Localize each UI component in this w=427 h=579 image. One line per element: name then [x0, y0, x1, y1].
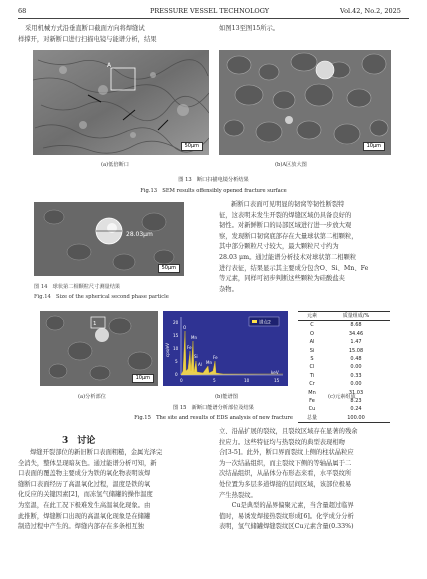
fig14-sem-image — [34, 202, 184, 276]
top-right-line: 如图13至图15所示。 — [219, 25, 280, 32]
paragraph-line: 值时，易诱发焊接热裂纹形成[6]。化学成分分析 — [219, 512, 354, 520]
table-row — [298, 355, 390, 363]
fig15a-scale-bar: 10μm — [132, 374, 154, 383]
peak-label: Fe — [213, 355, 218, 360]
table-cell-mass: 0.48 — [350, 355, 362, 362]
table-cell-mass: 8.23 — [350, 397, 362, 404]
table-cell-mass: 0.00 — [350, 364, 362, 371]
header-rule — [18, 18, 409, 19]
paragraph-line: 拉应力。这些特征均与热裂纹的典型表现相吻 — [219, 438, 345, 446]
table-cell-element: O — [310, 330, 314, 337]
table-row — [298, 347, 390, 355]
right-paragraph — [219, 200, 368, 295]
table-cell-mass: 1.47 — [350, 339, 362, 346]
fig13a-caption: (a)低倍断口 — [101, 162, 129, 168]
table-cell-mass: 34.46 — [348, 330, 364, 337]
section-title: 3 讨论 — [62, 436, 96, 446]
table-cell-element: 总量 — [306, 414, 317, 421]
fig15b-eds-spectrum — [163, 311, 288, 386]
y-tick: 0 — [175, 372, 178, 377]
paragraph-line: 产生热裂纹。 — [219, 491, 257, 499]
table-cell-element: Al — [309, 339, 315, 346]
fig13a-region-label: A — [107, 62, 112, 69]
table-cell-element: C — [310, 322, 314, 329]
fig13a-scale-bar: 50μm — [181, 142, 203, 151]
table-cell-element: Cl — [309, 364, 315, 371]
table-cell-element: Fe — [309, 397, 315, 404]
fig14-scale-bar: 50μm — [158, 264, 180, 273]
fig15-caption-cn: 图 15 新断口能谱分析部位及结果 — [173, 405, 254, 411]
table-row — [298, 372, 390, 380]
fig15c-caption: (c)元素组成 — [328, 394, 356, 400]
x-tick: 10 — [244, 378, 250, 383]
table-cell-mass: 31.03 — [348, 389, 364, 396]
paragraph-line: 为一次结晶组织，而主裂纹下侧的等轴晶属于二 — [219, 459, 352, 467]
fig13-caption-en: Fig.13 SEM results offensibly opened fracture surface — [140, 188, 287, 194]
discussion-left-column — [18, 448, 162, 533]
paragraph-line: 立、沿晶扩展的裂纹，且裂纹区域存在显著的残余 — [219, 428, 358, 435]
fig13b-scale-bar: 10μm — [363, 142, 385, 151]
peak-label: Mn — [206, 360, 212, 365]
paragraph-line: 化反应的关键因素[2]，而冻氢气储罐的操作温度 — [18, 491, 153, 499]
y-tick: 10 — [173, 346, 179, 351]
table-row — [298, 338, 390, 346]
x-tick: 0 — [180, 378, 183, 383]
fig13-caption-cn: 图 13 断口扫描电镜分析结果 — [178, 177, 249, 183]
paragraph-line: 杂物。 — [219, 285, 238, 293]
table-cell-element: Cr — [309, 381, 315, 388]
paragraph-line: 制造过程中产生的。焊缝内部存在多条相互独 — [18, 523, 144, 531]
table-row — [298, 321, 390, 329]
fig13b-caption: (b)A区放大图 — [275, 162, 307, 168]
y-tick: 5 — [175, 359, 178, 364]
fig13b-sem-image — [219, 50, 391, 155]
table-row — [298, 363, 390, 371]
paragraph-line: 口表面的覆盖物主要成分为铁的氧化物表明该焊 — [18, 470, 151, 478]
discussion-right-column — [219, 427, 358, 533]
peak-label: Al — [198, 362, 202, 367]
x-axis-label: keV — [271, 370, 279, 375]
table-cell-element: Ti — [309, 372, 315, 379]
paragraph-line: 征，这表明未发生开裂的焊缝区域仍具备良好的 — [219, 211, 352, 219]
table-row — [298, 380, 390, 388]
fig14-caption-en: Fig.14 Size of the spherical second phase particle — [34, 294, 169, 300]
paragraph-line: 全消失，整体呈现暗灰色。通过能谱分析可知，新 — [18, 459, 157, 467]
peak-label: Fe — [187, 345, 192, 350]
paragraph-line: 为室温，在此工况下极难发生高温氧化现象。由 — [18, 501, 151, 509]
volume-info: Vol.42, No.2, 2025 — [340, 7, 401, 15]
fig15a-spot-label: 1 — [93, 321, 97, 327]
x-tick: 15 — [274, 378, 280, 383]
table-cell-mass: 0.00 — [350, 381, 362, 388]
table-cell-mass: 0.33 — [350, 372, 362, 379]
table-cell-mass: 15.08 — [348, 347, 364, 354]
table-cell-element: S — [310, 355, 314, 362]
top-left-line-1: 采用机械方式沿垂直断口截面方向将焊缝试 — [25, 25, 145, 32]
paragraph-line: 进行表征，结果显示其主要成分包含O、Si、Mn、Fe — [219, 264, 369, 272]
peak-label: O — [183, 325, 187, 330]
paragraph-line: 处位置为多层多道焊接的层间区域，该部位极易 — [219, 480, 352, 488]
table-cell-element: Si — [309, 347, 315, 354]
y-axis-label: cps/eV — [165, 343, 170, 357]
top-left-line-2: 样撑开，对新断口进行扫描电镜与能谱分析，结果 — [18, 36, 157, 43]
table-cell-mass: 8.68 — [350, 322, 362, 329]
peak-label: Si — [194, 354, 198, 359]
x-tick: 5 — [213, 378, 216, 383]
paragraph-line: 次结晶组织，从晶体分布形态来看，水平裂纹所 — [219, 470, 352, 478]
table-row — [298, 330, 390, 338]
paragraph-line: 此推断，焊缝断口出现的高温氧化现象是在储罐 — [18, 512, 151, 520]
fig13a-sem-image — [33, 50, 209, 155]
table-header-element: 元素 — [306, 313, 317, 319]
journal-title: PRESSURE VESSEL TECHNOLOGY — [150, 7, 270, 15]
paragraph-line: 缝断口表面经历了高温氧化过程，温度是铁的氧 — [18, 480, 151, 488]
paragraph-line: 察，发现断口韧窝底部存在大量球状第二相颗粒， — [219, 232, 358, 240]
fig15a-sem-image — [40, 311, 158, 386]
paragraph-line: 28.03 μm。通过能谱分析技术对球状第二相颗粒 — [219, 253, 357, 261]
page-number: 68 — [18, 7, 27, 15]
fig14-measure-label: 28.03μm — [126, 231, 153, 238]
paragraph-line: 其中部分颗粒尺寸较大，最大颗粒尺寸约为 — [219, 243, 339, 251]
fig14-caption-cn: 图 14 球状第二相颗粒尺寸测量结果 — [34, 284, 121, 290]
paragraph-line: 新断口表面可见明显的韧窝等韧性断裂特 — [231, 201, 345, 208]
table-cell-mass: 100.00 — [347, 414, 365, 421]
y-tick: 15 — [173, 333, 179, 338]
paragraph-line: 韧性。对新鲜断口的局部区域进行进一步放大观 — [219, 222, 352, 230]
table-cell-mass: 0.24 — [350, 406, 362, 413]
table-cell-element: Mn — [308, 389, 316, 396]
paragraph-line: 表明，氢气储罐焊缝裂纹区Cu元素含量(0.33%) — [219, 523, 354, 531]
table-header-row — [298, 311, 390, 321]
fig15b-caption: (b)能谱图 — [215, 394, 238, 400]
table-header-mass: 质量组成/% — [342, 313, 370, 319]
legend-label: 谱点2 — [259, 320, 271, 326]
fig15-caption-en: Fig.15 The site and results of EDS analysis of new fracture — [134, 415, 293, 421]
peak-label: Mn — [191, 335, 197, 340]
paragraph-line: 合[3-5]。此外，断口界面裂纹上侧的柱状晶粒应 — [219, 449, 354, 457]
paragraph-line: 焊缝开裂部位的新旧断口表面粗糙，金属光泽完 — [30, 449, 163, 456]
fig15a-caption: (a)分析部位 — [78, 394, 106, 400]
paragraph-line: 等元素，同样可初步判断这些颗粒为硅酸盐夹 — [219, 275, 345, 283]
table-cell-element: Cu — [308, 406, 316, 413]
paragraph-line: Cu是典型的晶界偏聚元素，当含量超过临界 — [219, 502, 354, 510]
y-tick: 20 — [173, 320, 179, 325]
